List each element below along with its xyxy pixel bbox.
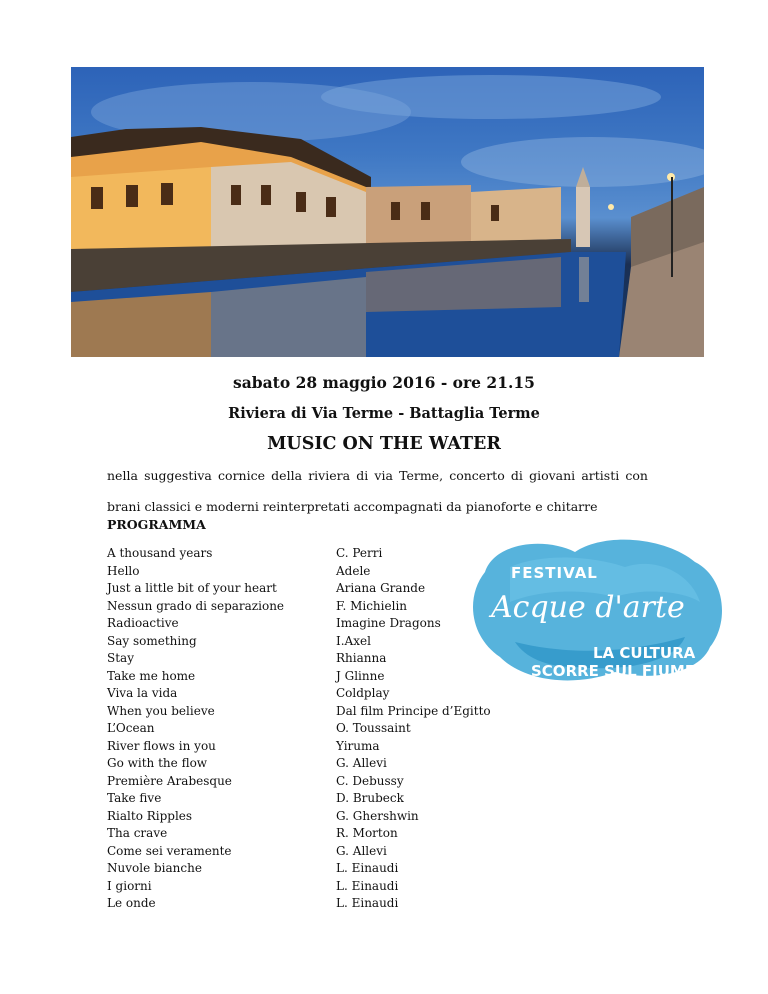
event-date-time: sabato 28 maggio 2016 - ore 21.15	[233, 373, 535, 392]
program-item-artist: Rhianna	[336, 651, 387, 665]
program-item-artist: G. Allevi	[336, 843, 387, 858]
event-title: MUSIC ON THE WATER	[267, 434, 501, 454]
logo-line-1: LA CULTURA	[593, 644, 696, 662]
program-item-artist: Yiruma	[336, 738, 380, 753]
program-titles-column	[107, 545, 284, 913]
program-item-artist: I.Axel	[336, 633, 371, 648]
program-item-artist: L. Einaudi	[336, 878, 399, 893]
program-item-title: L’Ocean	[107, 721, 155, 735]
program-item-artist: C. Debussy	[336, 773, 404, 788]
program-item-title: Take me home	[107, 668, 196, 683]
program-item-title: When you believe	[107, 703, 215, 718]
program-item-artist: G. Ghershwin	[336, 808, 419, 823]
program-item-title: River flows in you	[107, 738, 216, 753]
logo-line-2: SCORRE SUL FIUME	[531, 662, 696, 680]
program-item-title: I giorni	[107, 878, 152, 893]
program-item-artist: J Glinne	[336, 668, 385, 683]
program-item-title: Première Arabesque	[107, 773, 232, 788]
program-item-title: Take five	[107, 791, 162, 805]
program-item-artist: C. Perri	[336, 546, 383, 560]
program-item-title: Say something	[107, 633, 197, 648]
program-item-title: A thousand years	[107, 546, 213, 560]
program-item-title: Rialto Ripples	[107, 808, 193, 823]
program-item-title: Just a little bit of your heart	[107, 581, 277, 595]
program-item-artist: Ariana Grande	[336, 581, 426, 595]
programma-heading: PROGRAMMA	[107, 517, 206, 532]
program-item-title: Nuvole bianche	[107, 861, 202, 875]
program-item-title: Le onde	[107, 896, 156, 910]
program-item-title: Viva la vida	[107, 686, 178, 700]
program-item-artist: O. Toussaint	[336, 721, 411, 735]
program-item-artist: Adele	[336, 563, 371, 578]
program-item-artist: R. Morton	[336, 826, 398, 840]
logo-script-title: Acque d'arte	[491, 590, 685, 625]
intro-line-1: nella suggestiva cornice della riviera di via Terme, concerto di giovani artisti con	[107, 468, 648, 483]
program-item-artist: Imagine Dragons	[336, 616, 441, 630]
program-item-title: Hello	[107, 563, 140, 578]
program-item-title: Go with the flow	[107, 756, 208, 770]
program-item-title: Come sei veramente	[107, 843, 232, 858]
program-item-artist: G. Allevi	[336, 756, 387, 770]
program-item-artist: L. Einaudi	[336, 861, 399, 875]
program-item-artist: F. Michielin	[336, 598, 408, 613]
event-location: Riviera di Via Terme - Battaglia Terme	[228, 405, 540, 422]
program-item-title: Radioactive	[107, 616, 179, 630]
program-item-artist: Dal film Principe d’Egitto	[336, 703, 491, 718]
program-item-artist: D. Brubeck	[336, 791, 404, 805]
program-item-artist: Coldplay	[336, 686, 390, 700]
intro-line-2: brani classici e moderni reinterpretati accompagnati da pianoforte e chitarre	[107, 499, 598, 514]
program-item-title: Nessun grado di separazione	[107, 598, 285, 613]
program-item-title: Tha crave	[107, 826, 168, 840]
program-item-title: Stay	[107, 651, 134, 665]
festival-logo	[455, 532, 735, 692]
logo-festival-word: FESTIVAL	[511, 564, 598, 582]
canal-photo	[71, 67, 704, 357]
program-item-artist: L. Einaudi	[336, 896, 399, 910]
